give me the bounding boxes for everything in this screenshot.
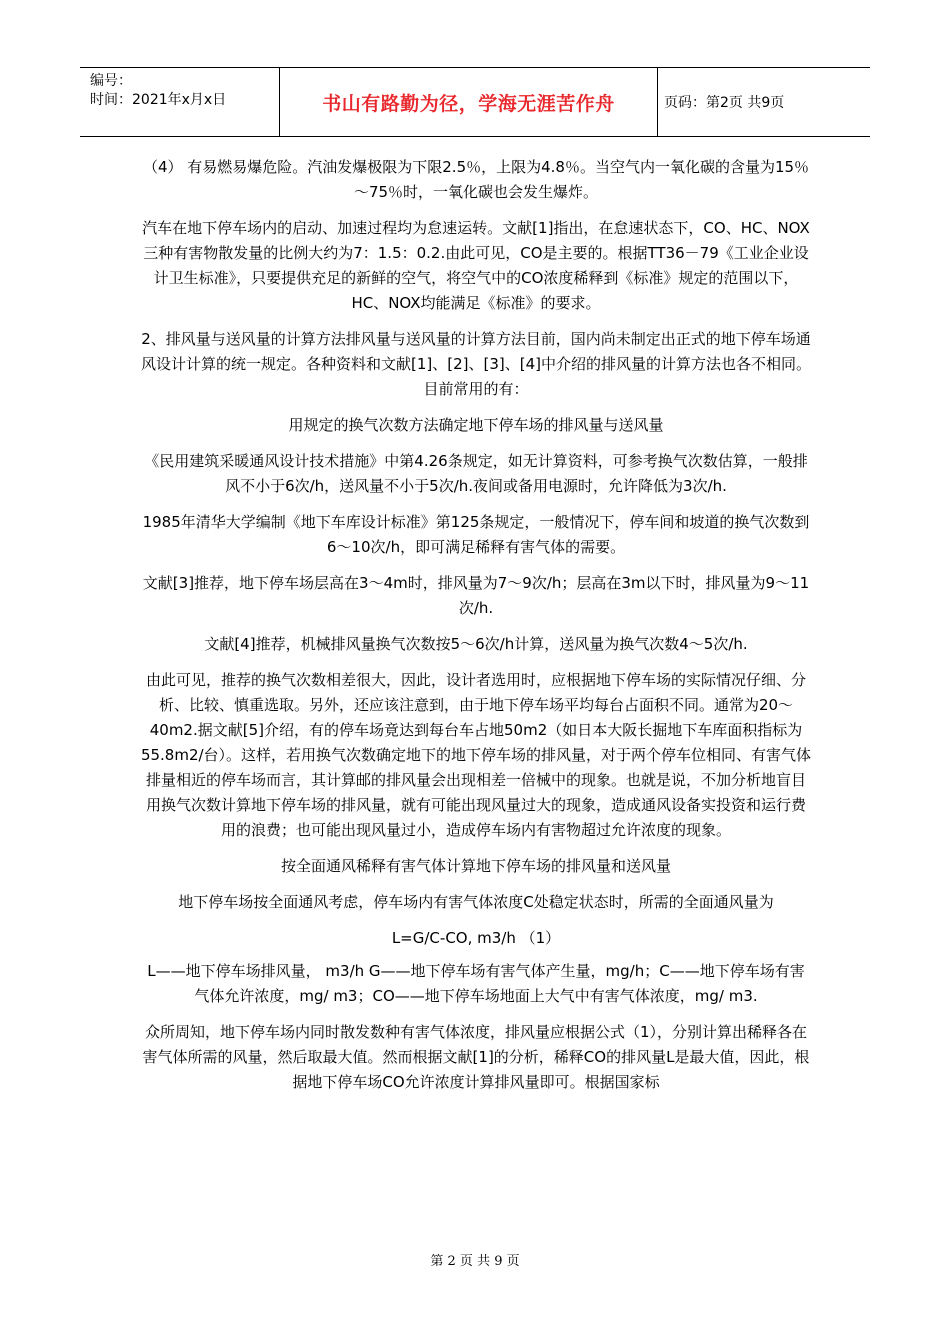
section-heading-air-change: 用规定的换气次数方法确定地下停车场的排风量与送风量 [288, 416, 664, 434]
page-footer: 第 2 页 共 9 页 [430, 1254, 520, 1269]
page-header [80, 67, 870, 137]
paragraph-civil-building-rule: 《民用建筑采暖通风设计技术措施》中第4.26条规定，如无计算资料，可参考换气次数估算，一般排风不小于6次/h，送风量不小于5次/h.夜间或备用电源时，允许降低为3次/h. [144, 452, 808, 495]
header-meta [80, 68, 280, 136]
formula-1: L=G/C-CO, m3/h （1） [391, 929, 561, 947]
paragraph-tsinghua-standard: 1985年清华大学编制《地下车库设计标准》第125条规定，一般情况下，停车间和坡道的换气次数到6～10次/h，即可满足稀释有害气体的需要。 [142, 513, 810, 556]
paragraph-reference-3: 文献[3]推荐，地下停车场层高在3～4m时，排风量为7～9次/h；层高在3m以下时，排风量为9～11次/h. [142, 574, 810, 617]
paragraph-calculation-methods: 2、排风量与送风量的计算方法排风量与送风量的计算方法目前，国内尚未制定出正式的地下停车场通风设计计算的统一规定。各种资料和文献[1]、[2]、[3]、[4]中介绍的排风量的计算方法也各不相同。目前常用的有： [141, 330, 811, 398]
paragraph-variable-definitions: L——地下停车场排风量， m3/h G——地下停车场有害气体产生量，mg/h；C——地下停车场有害气体允许浓度，mg/ m3；CO——地下停车场地面上大气中有害气体浓度，mg/ m3. [147, 962, 805, 1005]
paragraph-general-ventilation: 地下停车场按全面通风考虑，停车场内有害气体浓度C处稳定状态时，所需的全面通风量为 [178, 893, 774, 911]
document-date-label: 时间：2021年x月x日 [90, 92, 227, 108]
paragraph-reference-4: 文献[4]推荐，机械排风量换气次数按5～6次/h计算，送风量为换气次数4～5次/h. [204, 635, 748, 653]
paragraph-analysis: 由此可见，推荐的换气次数相差很大，因此，设计者选用时，应根据地下停车场的实际情况仔细、分析、比较、慎重选取。另外，还应该注意到，由于地下停车场平均每台占面积不同。通常为20～40m2.据文献[5]介绍，有的停车场竟达到每台车占地50m2（如日本大阪长掘地下车库面积指标为55.8m2/台）。这样，若用换气次数确定地下的地下停车场的排风量，对于两个停车位相同、有害气体排量相近的停车场而言，其计算邮的排风量会出现相差一倍械中的现象。也就是说，不加分析地盲目用换气次数计算地下停车场的排风量，就有可能出现风量过大的现象，造成通风设备实投资和运行费用的浪费；也可能出现风量过小，造成停车场内有害物超过允许浓度的现象。 [140, 671, 812, 839]
document-number-label: 编号： [90, 73, 132, 89]
paragraph-idle-emissions: 汽车在地下停车场内的启动、加速过程均为怠速运转。文献[1]指出，在怠速状态下，CO、HC、NOX三种有害物散发量的比例大约为7：1.5：0.2.由此可见，CO是主要的。根据TT36－79《工业企业设计卫生标准》，只要提供充足的新鲜的空气，将空气中的CO浓度稀释到《标准》规定的范围以下，HC、NOX均能满足《标准》的要求。 [142, 219, 810, 312]
document-body [140, 155, 812, 1106]
header-motto: 书山有路勤为径，学海无涯苦作舟 [280, 68, 658, 136]
header-page-label: 页码：第2页 共9页 [664, 95, 785, 111]
paragraph-co-conclusion: 众所周知，地下停车场内同时散发数种有害气体浓度，排风量应根据公式（1），分别计算出稀释各在害气体所需的风量，然后取最大值。然而根据文献[1]的分析，稀释CO的排风量L是最大值，因此，根据地下停车场CO允许浓度计算排风量即可。根据国家标 [142, 1023, 810, 1091]
paragraph-explosion-risk: （4） 有易燃易爆危险。汽油发爆极限为下限2.5％，上限为4.8％。当空气内一氧化碳的含量为15％～75％时，一氧化碳也会发生爆炸。 [142, 158, 810, 201]
section-heading-dilution: 按全面通风稀释有害气体计算地下停车场的排风量和送风量 [280, 857, 671, 875]
